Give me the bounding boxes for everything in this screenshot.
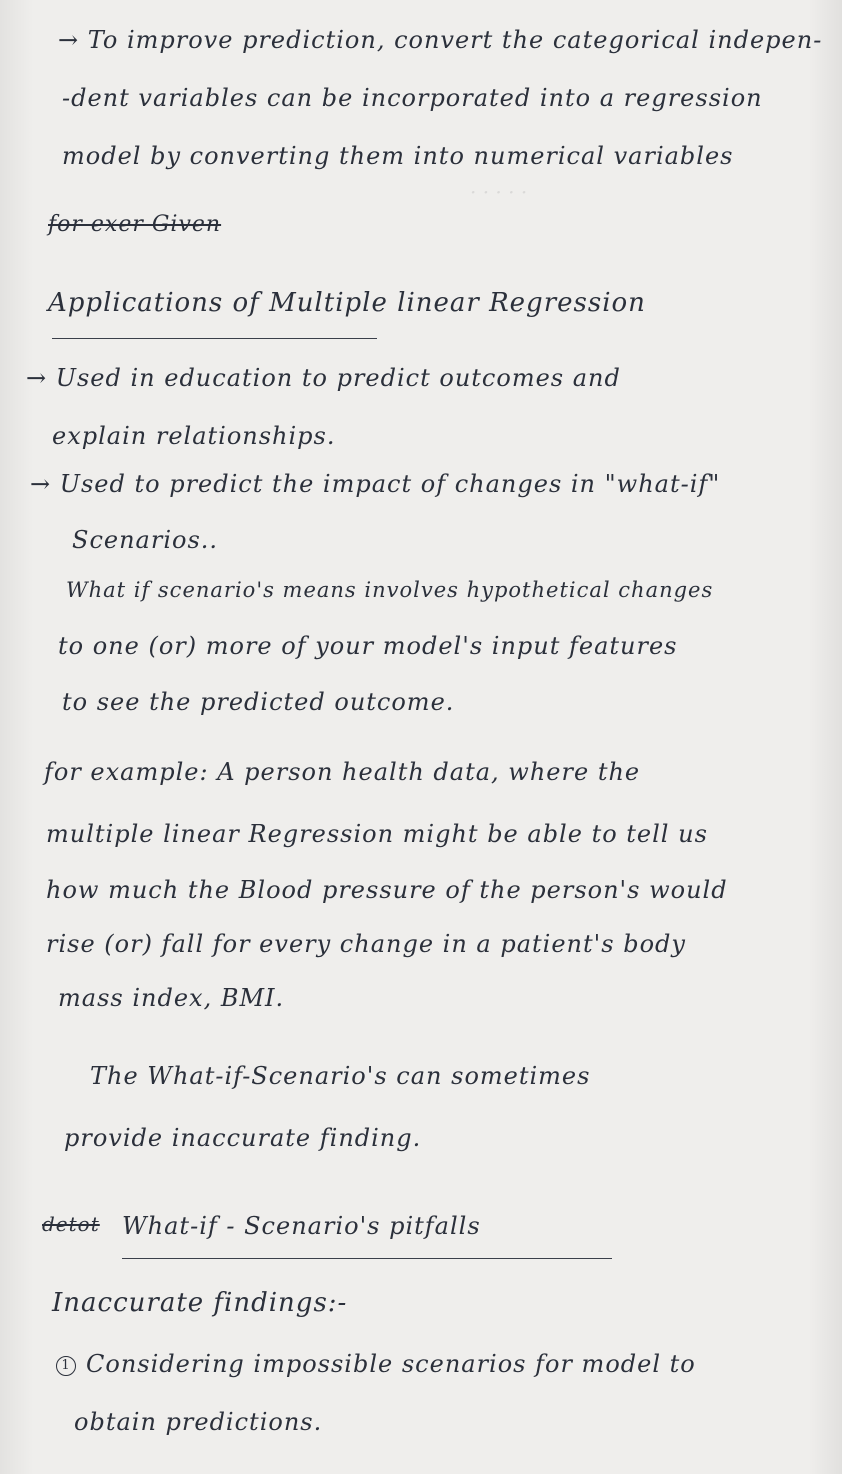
heading-underline: [52, 338, 377, 339]
point-1-line-2: obtain predictions.: [74, 1408, 323, 1436]
what-if-line-2: to one (or) more of your model's input features: [58, 632, 678, 660]
applications-line-3: → Used to predict the impact of changes in "what-if": [30, 470, 721, 498]
struck-text: for exer Given: [48, 212, 222, 237]
applications-line-2: explain relationships.: [52, 422, 336, 450]
bleed-through: · · · · ·: [470, 180, 528, 204]
intro-line-2: -dent variables can be incorporated into a regression: [62, 84, 763, 112]
pitfalls-struck: detot: [42, 1212, 100, 1236]
example-line-1: for example: A person health data, where the: [44, 758, 641, 786]
caution-line-1: The What-if-Scenario's can sometimes: [90, 1062, 591, 1090]
example-line-5: mass index, BMI.: [58, 984, 285, 1012]
example-line-3: how much the Blood pressure of the person's would: [46, 876, 728, 904]
applications-line-4: Scenarios..: [72, 526, 219, 554]
pitfalls-heading: What-if - Scenario's pitfalls: [122, 1212, 481, 1240]
applications-line-1: → Used in education to predict outcomes and: [26, 364, 621, 392]
example-line-4: rise (or) fall for every change in a patient's body: [46, 930, 686, 958]
point-1-line-1: [56, 1350, 696, 1378]
inaccurate-heading: Inaccurate findings:-: [52, 1288, 348, 1318]
pitfalls-underline: [122, 1258, 612, 1259]
point-1-text: Considering impossible scenarios for model to: [86, 1350, 696, 1378]
what-if-line-3: to see the predicted outcome.: [62, 688, 455, 716]
intro-line-3: model by converting them into numerical variables: [62, 142, 734, 170]
what-if-line-1: What if scenario's means involves hypothetical changes: [66, 578, 714, 602]
intro-line-1: → To improve prediction, convert the categorical indepen-: [58, 26, 823, 54]
point-number: 1: [56, 1356, 76, 1376]
caution-line-2: provide inaccurate finding.: [64, 1124, 422, 1152]
applications-heading: Applications of Multiple linear Regression: [48, 288, 646, 318]
example-line-2: multiple linear Regression might be able to tell us: [46, 820, 708, 848]
